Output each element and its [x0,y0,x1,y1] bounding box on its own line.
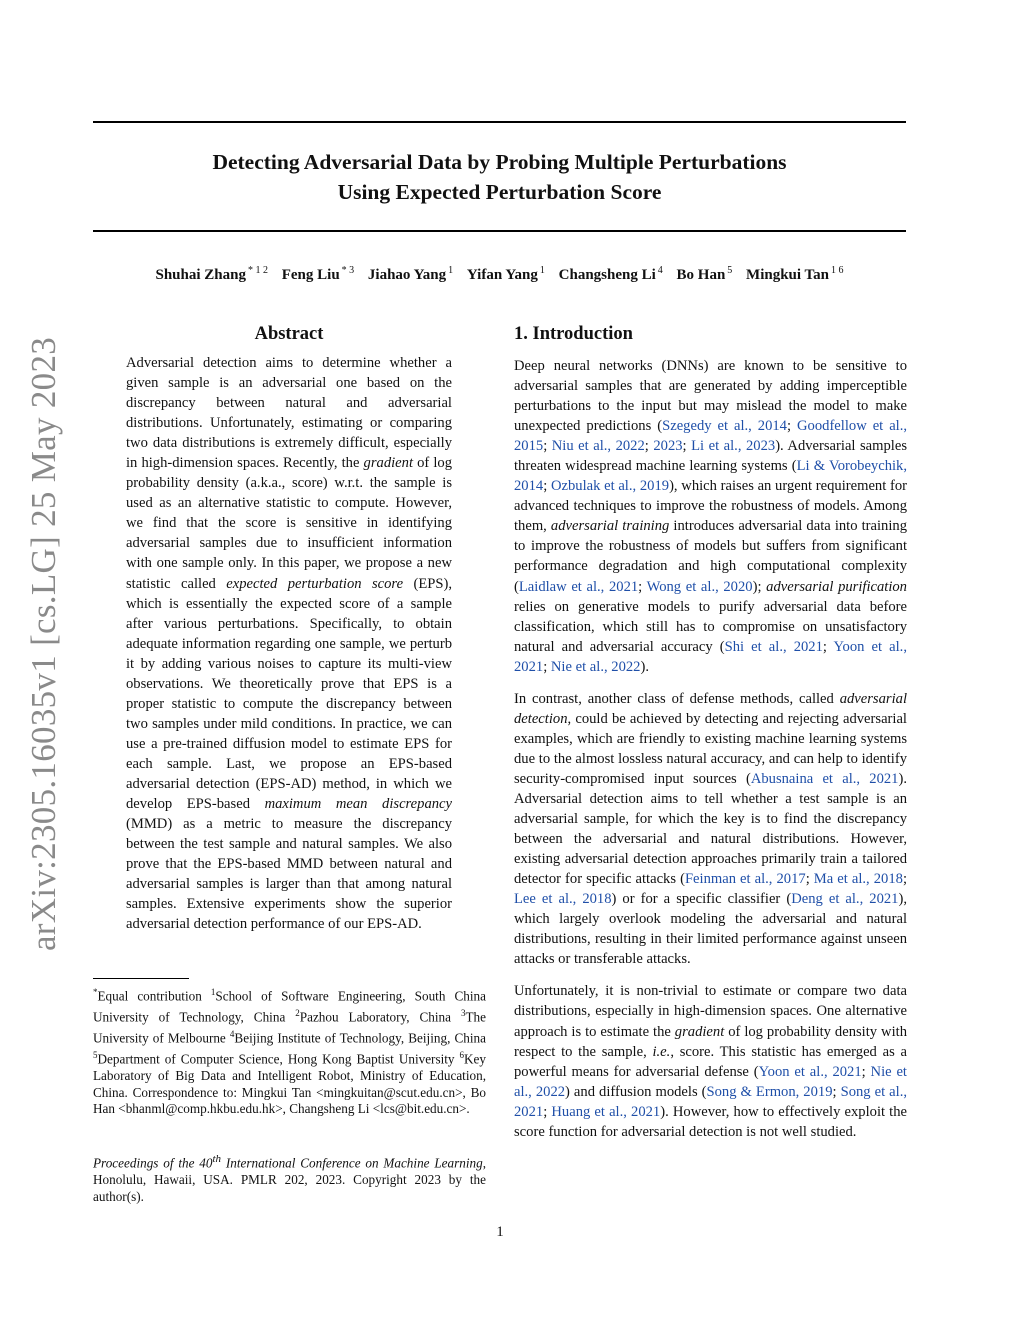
citation-link[interactable]: Lee et al., 2018 [514,891,612,908]
author [677,267,733,283]
author-affiliation: 1 [448,265,454,276]
title-line-2: Using Expected Perturbation Score [337,180,662,204]
left-column [126,322,452,934]
author [746,267,843,283]
citation-link[interactable]: Abusnaina et al., 2021 [750,770,899,787]
citation-link[interactable]: Niu et al., 2022 [551,438,645,455]
abstract-text: Adversarial detection aims to determine whether a given sample is an adversarial one based on the discrepancy between natural and adversarial distributions. Unfortunately, estimating or comparing two data distributions is extremely difficult, especially in high-dimension spaces. Recently, the gradient of log probability density (a.k.a., score) w.r.t. the sample is used as an alternative statistic to compute. However, we find that the score is sensitive in identifying adversarial samples due to insufficient information with one sample only. In this paper, we propose a new statistic called expected perturbation score (EPS), which is essentially the expected score of a sample after various perturbations. Specifically, to obtain adequate information regarding one sample, we perturb it by adding various noises to capture its multi-view observations. We theoretically prove that EPS is a proper statistic to compute the discrepancy between two samples under mild conditions. In practice, we can use a pre-trained diffusion model to estimate EPS for each sample. Last, we propose an EPS-based adversarial detection (EPS-AD) method, in which we develop EPS-based maximum mean discrepancy (MMD) as a metric to measure the discrepancy between the test sample and natural samples. We also prove that the EPS-based MMD between natural and adversarial samples is larger than that among natural samples. Extensive experiments show the superior adversarial detection performance of our EPS-AD. [126,355,453,933]
citation-link[interactable]: Shi et al., 2021 [724,638,823,655]
citation-link[interactable]: Nie et al., 2022 [550,658,641,675]
citation-link[interactable]: Li et al., 2023 [691,438,776,455]
citation-link[interactable]: Nie et al., 2022 [514,1063,907,1100]
author-affiliation: 1 [539,265,545,276]
intro-paragraph-2: In contrast, another class of defense methods, called adversarial detection, could be achieved by detecting and rejecting adversarial examples, which are friendly to existing machine learning systems due to the almost lossless natural accuracy, and can help to identify security-compromised input sources (Abusnaina et al., 2021). Adversarial detection aims to tell whether a test sample is an adversarial sample, for which the key is to find the discrepancy between the adversarial and natural distributions. However, existing adversarial detection approaches primarily train a tailored detector for specific attacks (Feinman et al., 2017; Ma et al., 2018; Lee et al., 2018) or for a specific classifier (Deng et al., 2021), which largely overlook modeling the adversarial and natural distributions, resulting in their limited performance against unseen attacks or transferable attacks. [514,690,907,968]
author [467,267,545,283]
citation-link[interactable]: Ma et al., 2018 [813,871,903,888]
citation-link[interactable]: Li & Vorobeychik, 2014 [514,458,907,495]
citation-link[interactable]: Yoon et al., 2021 [758,1063,862,1080]
author-affiliation: 4 [657,265,663,276]
author-name: Feng Liu [281,267,340,283]
author-list [93,265,906,284]
paper-title [93,147,906,207]
author-affiliation: 5 [727,265,733,276]
author-name: Jiahao Yang [367,267,447,283]
citation-link[interactable]: Feinman et al., 2017 [684,871,806,888]
citation-link[interactable]: Laidlaw et al., 2021 [518,578,639,595]
author-name: Shuhai Zhang [155,267,246,283]
title-top-rule [93,121,906,123]
proceedings-note: Proceedings of the 40th International Conference on Machine Learning, Honolulu, Hawaii, USA. PMLR 202, 2023. Copyright 2023 by the author(s). [93,1153,486,1204]
author-affiliation: 1 6 [831,265,844,276]
author-affiliation: * 1 2 [247,265,268,276]
author-name: Bo Han [676,267,726,283]
author [559,267,663,283]
title-bottom-rule [93,230,906,232]
citation-link[interactable]: Ozbulak et al., 2019 [550,478,670,495]
title-line-1: Detecting Adversarial Data by Probing Multiple Perturbations [212,150,787,174]
citation-link[interactable]: Huang et al., 2021 [551,1103,661,1120]
citation-link[interactable]: Szegedy et al., 2014 [662,418,787,435]
citation-link[interactable]: Wong et al., 2020 [646,578,753,595]
intro-paragraph-3: Unfortunately, it is non-trivial to estimate or compare two data distributions, especially in high-dimension spaces. One alternative approach is to estimate the gradient of log probability density with respect to the sample, i.e., score. This statistic has emerged as a powerful means for adversarial defense (Yoon et al., 2021; Nie et al., 2022) and diffusion models (Song & Ermon, 2019; Song et al., 2021; Huang et al., 2021). However, how to effectively exploit the score function for adversarial detection is not well studied. [514,983,908,1140]
citation-link[interactable]: Song & Ermon, 2019 [706,1083,833,1100]
footnote-rule [93,978,189,979]
introduction-heading: 1. Introduction [514,324,633,344]
author-affiliation: * 3 [341,265,355,276]
affiliations-footnote: *Equal contribution $^1$School of Software Engineering, South China University of Technology, China $^2$Pazhou Laboratory, China $^3$The University of Melbourne $^4$Beijing Institute of Technology, Beijing, China $^5$Department of Computer Science, Hong Kong Baptist University $^6$Key Laboratory of Big Data and Intelligent Robot, Ministry of Education, China. Correspondence to: Mingkui Tan <mingkuitan@scut.edu.cn>, Bo Han <bhanml@comp.hkbu.edu.hk>, Changsheng Li <lcs@bit.edu.cn>. [93,987,486,1117]
citation-link[interactable]: 2023 [653,438,683,455]
abstract-heading: Abstract [254,324,324,344]
citation-link[interactable]: Yoon et al., 2021 [514,638,907,675]
arxiv-identifier-stamp[interactable]: arXiv:2305.16035v1 [cs.LG] 25 May 2023 [24,336,63,952]
citation-link[interactable]: Song et al., 2021 [514,1083,907,1120]
author-name: Changsheng Li [558,267,656,283]
author-name: Yifan Yang [466,267,538,283]
page-number: 1 [496,1224,504,1240]
citation-link[interactable]: Deng et al., 2021 [791,891,899,908]
right-column [514,322,907,1154]
citation-link[interactable]: Goodfellow et al., 2015 [514,418,908,455]
intro-paragraph-1: Deep neural networks (DNNs) are known to be sensitive to adversarial samples that are generated by adding imperceptible perturbations to the input but may mislead the model to make unexpected predictions (Szegedy et al., 2014; Goodfellow et al., 2015; Niu et al., 2022; 2023; Li et al., 2023). Adversarial samples threaten widespread machine learning systems (Li & Vorobeychik, 2014; Ozbulak et al., 2019), which raises an urgent requirement for advanced techniques to improve the robustness of models. Among them, adversarial training introduces adversarial data into training to improve the robustness of models but suffers from significant performance degradation and high computational complexity (Laidlaw et al., 2021; Wong et al., 2020); adversarial purification relies on generative models to purify adversarial data before classification, which still has to compromise on unsatisfactory natural and adversarial accuracy (Shi et al., 2021; Yoon et al., 2021; Nie et al., 2022). [514,358,908,675]
author [368,267,453,283]
author-name: Mingkui Tan [746,267,829,283]
author [282,267,354,283]
author [156,267,268,283]
